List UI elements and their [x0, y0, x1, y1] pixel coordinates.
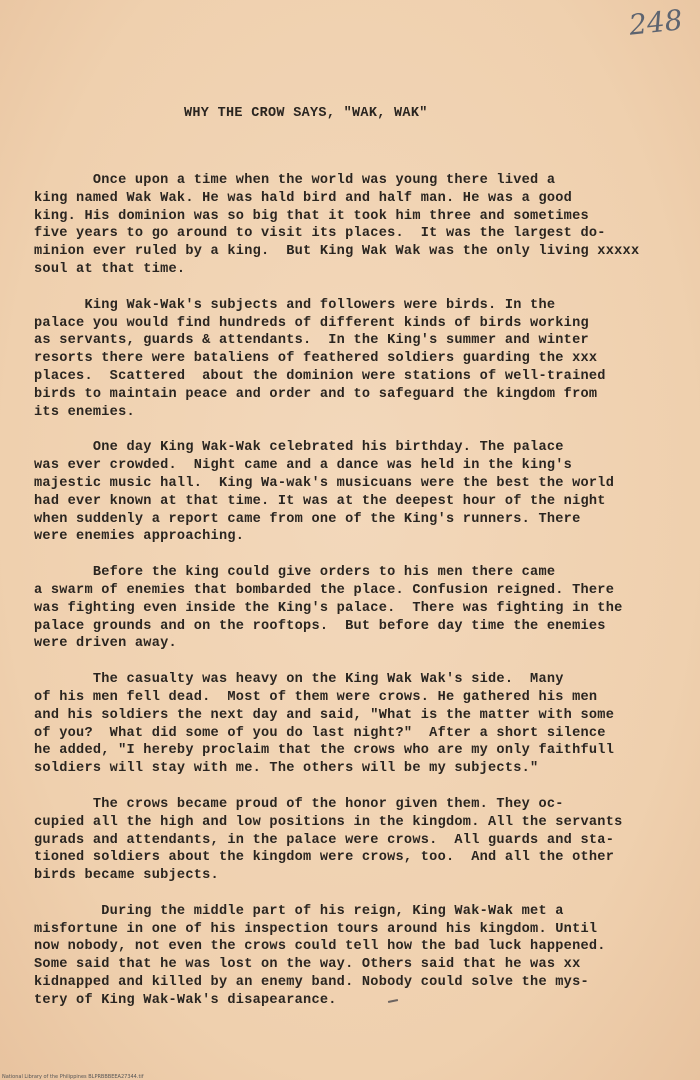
text-line: he added, "I hereby proclaim that the crows who are my only faithfull: [34, 743, 615, 759]
text-line: One day King Wak-Wak celebrated his birthday. The palace: [34, 440, 564, 456]
text-line: when suddenly a report came from one of the King's runners. There: [34, 511, 581, 527]
text-line: king. His dominion was so big that it took him three and sometimes: [34, 208, 589, 224]
paragraph: [34, 297, 684, 422]
text-line: tery of King Wak-Wak's disapearance.: [34, 992, 337, 1008]
text-line: places. Scattered about the dominion were stations of well-trained: [34, 368, 606, 384]
paragraph: [34, 564, 684, 653]
text-line: was fighting even inside the King's palace. There was fighting in the: [34, 600, 623, 616]
text-line: a swarm of enemies that bombarded the place. Confusion reigned. There: [34, 582, 615, 598]
story-title: WHY THE CROW SAYS, "WAK, WAK": [184, 106, 428, 121]
text-line: The casualty was heavy on the King Wak Wak's side. Many: [34, 672, 564, 688]
paragraph: [34, 172, 684, 279]
text-line: its enemies.: [34, 404, 135, 420]
text-line: as servants, guards & attendants. In the King's summer and winter: [34, 333, 589, 349]
text-line: palace you would find hundreds of different kinds of birds working: [34, 315, 589, 331]
paragraph: [34, 439, 684, 546]
text-line: king named Wak Wak. He was hald bird and half man. He was a good: [34, 190, 573, 206]
text-line: kidnapped and killed by an enemy band. Nobody could solve the mys-: [34, 975, 589, 991]
text-line: were driven away.: [34, 636, 177, 652]
text-line: of you? What did some of you do last night?" After a short silence: [34, 725, 606, 741]
text-line: The crows became proud of the honor given them. They oc-: [34, 796, 564, 812]
text-line: of his men fell dead. Most of them were crows. He gathered his men: [34, 689, 598, 705]
story-body: [34, 172, 684, 1028]
text-line: were enemies approaching.: [34, 529, 245, 545]
text-line: Before the king could give orders to his men there came: [34, 565, 556, 581]
text-line: Some said that he was lost on the way. Others said that he was xx: [34, 957, 581, 973]
text-line: palace grounds and on the rooftops. But before day time the enemies: [34, 618, 606, 634]
handwritten-page-number: 248: [626, 3, 684, 42]
text-line: misfortune in one of his inspection tours around his kingdom. Until: [34, 921, 598, 937]
text-line: soldiers will stay with me. The others will be my subjects.": [34, 761, 539, 777]
text-line: was ever crowded. Night came and a dance was held in the king's: [34, 458, 573, 474]
archive-footer: National Library of the Philippines BLPRBBBEEA27344.tif: [2, 1074, 144, 1080]
paragraph: [34, 903, 684, 1010]
text-line: birds to maintain peace and order and to safeguard the kingdom from: [34, 386, 598, 402]
text-line: now nobody, not even the crows could tell how the bad luck happened.: [34, 939, 606, 955]
paragraph: [34, 671, 684, 778]
text-line: gurads and attendants, in the palace were crows. All guards and sta-: [34, 832, 615, 848]
text-line: had ever known at that time. It was at the deepest hour of the night: [34, 493, 606, 509]
text-line: King Wak-Wak's subjects and followers were birds. In the: [34, 297, 556, 313]
text-line: During the middle part of his reign, King Wak-Wak met a: [34, 903, 564, 919]
paragraph: [34, 796, 684, 885]
text-line: soul at that time.: [34, 261, 186, 277]
text-line: majestic music hall. King Wa-wak's musicuans were the best the world: [34, 475, 615, 491]
text-line: tioned soldiers about the kingdom were crows, too. And all the other: [34, 850, 615, 866]
text-line: resorts there were bataliens of feathered soldiers guarding the xxx: [34, 351, 598, 367]
text-line: cupied all the high and low positions in the kingdom. All the servants: [34, 814, 623, 830]
text-line: minion ever ruled by a king. But King Wak Wak was the only living xxxxx: [34, 244, 640, 260]
text-line: five years to go around to visit its places. It was the largest do-: [34, 226, 606, 242]
text-line: birds became subjects.: [34, 868, 219, 884]
text-line: and his soldiers the next day and said, "What is the matter with some: [34, 707, 615, 723]
text-line: Once upon a time when the world was young there lived a: [34, 173, 556, 188]
